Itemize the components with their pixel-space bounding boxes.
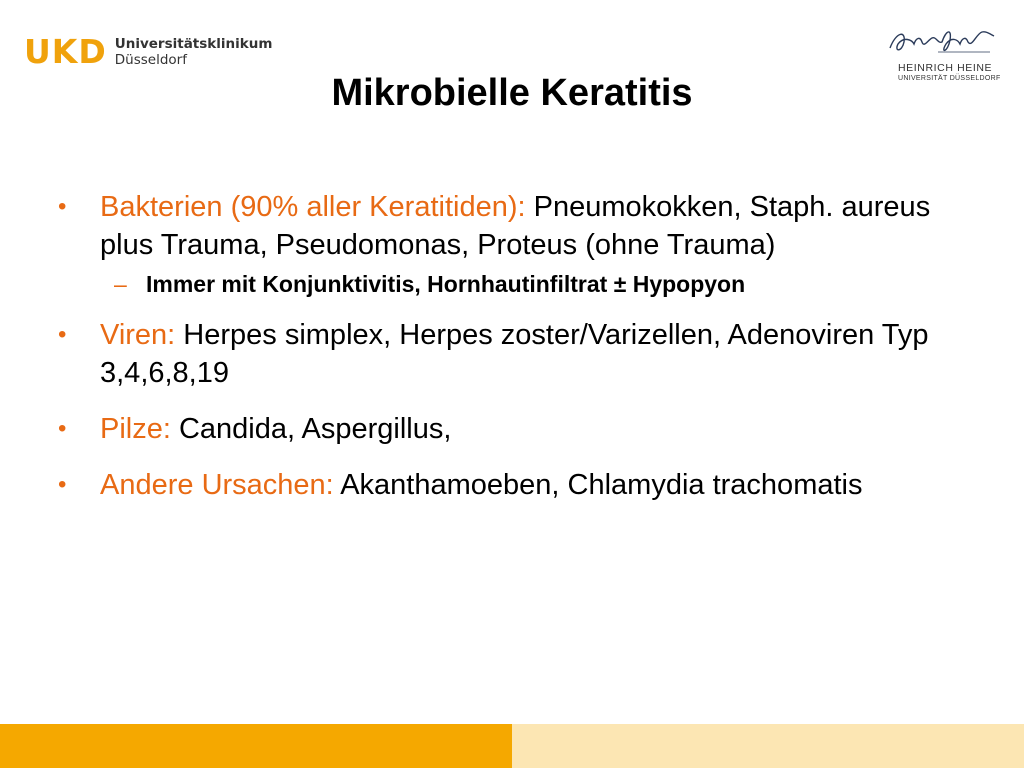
ukd-logo-line1: Universitätsklinikum — [114, 36, 273, 52]
sub-bullet-text: Immer mit Konjunktivitis, Hornhautinfiltrat ± Hypopyon — [146, 271, 746, 297]
bullet-text: Herpes simplex, Herpes zoster/Varizellen, Adenoviren Typ 3,4,6,8,19 — [100, 319, 929, 389]
bullet-pilze — [58, 410, 978, 448]
bullet-label: Viren: — [100, 319, 176, 351]
bullet-label: Andere Ursachen: — [100, 469, 334, 501]
bullet-text: Candida, Aspergillus, — [170, 413, 452, 445]
bullet-list — [58, 188, 978, 522]
signature-icon — [886, 22, 998, 60]
bullet-text: Akanthamoeben, Chlamydia trachomatis — [333, 469, 863, 501]
bullet-label: Pilze: — [100, 413, 171, 445]
bullet-dot-icon: • — [58, 471, 67, 498]
bullet-andere-ursachen — [58, 466, 978, 504]
ukd-logo-mark: UKD — [24, 32, 107, 71]
sub-bullet-bakterien — [58, 268, 978, 300]
bullet-dot-icon: • — [58, 321, 67, 348]
bullet-text: Pneumokokken, Staph. aureus plus Trauma, Pseudomonas, Proteus (ohne Trauma) — [100, 191, 931, 261]
footer-bar-left — [0, 724, 512, 768]
bullet-bakterien — [58, 188, 978, 264]
bullet-dot-icon: • — [58, 193, 67, 220]
hhu-logo-line1: HEINRICH HEINE — [898, 62, 993, 74]
footer-bar-right — [512, 724, 1024, 768]
ukd-logo — [24, 34, 272, 70]
bullet-viren — [58, 316, 978, 392]
hhu-logo-line2: UNIVERSITÄT DÜSSELDORF — [898, 75, 1001, 82]
ukd-logo-line2: Düsseldorf — [114, 52, 187, 68]
sub-bullet-dash-icon: – — [114, 271, 127, 297]
ukd-logo-text — [115, 36, 273, 68]
bullet-label: Bakterien (90% aller Keratitiden): — [100, 191, 526, 223]
slide-title: Mikrobielle Keratitis — [331, 72, 693, 114]
bullet-dot-icon: • — [58, 415, 67, 442]
